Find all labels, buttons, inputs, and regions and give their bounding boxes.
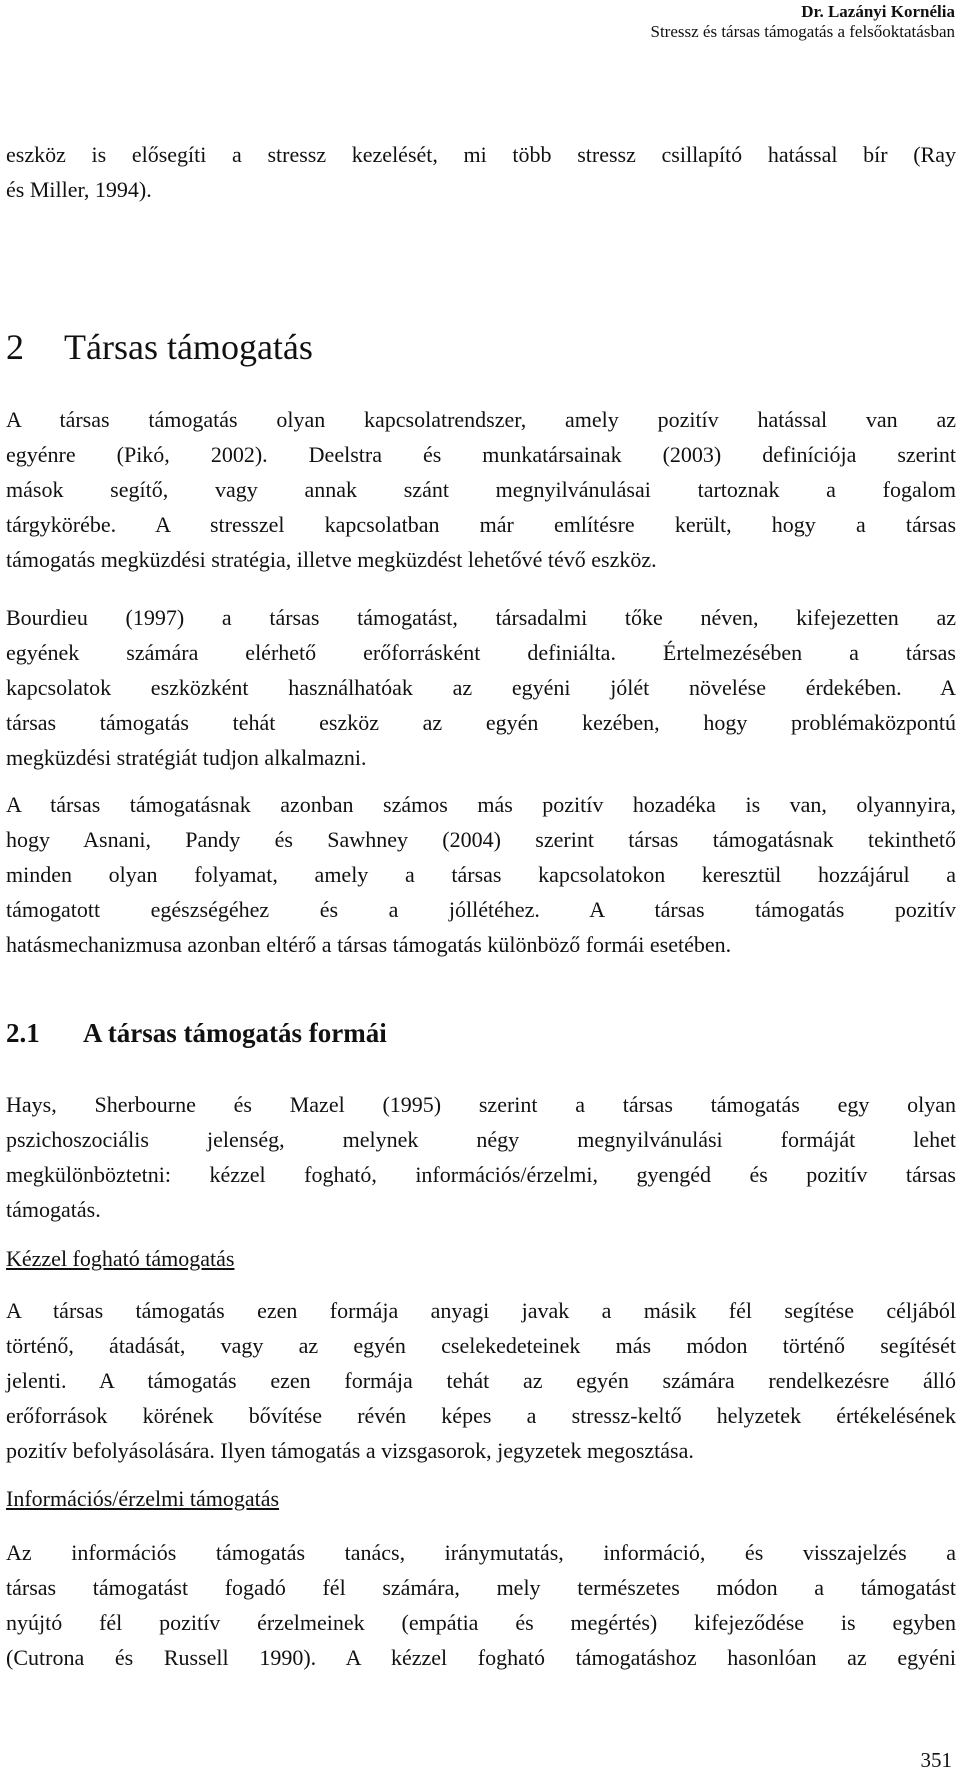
- paragraph-4: [6, 1087, 956, 1227]
- text-line: megkülönböztetni: kézzel fogható, információs/érzelmi, gyengéd és pozitív társas: [6, 1162, 956, 1187]
- text-line: minden olyan folyamat, amely a társas kapcsolatokon keresztül hozzájárul a: [6, 862, 956, 887]
- text-line: tárgykörébe. A stresszel kapcsolatban már említésre került, hogy a társas: [6, 512, 956, 537]
- text-line: kapcsolatok eszközként használhatóak az egyéni jólét növelése érdekében. A: [6, 675, 956, 700]
- text-line: társas támogatás tehát eszköz az egyén kezében, hogy problémaközpontú: [6, 710, 956, 735]
- paragraph-3: [6, 787, 956, 962]
- header-title: Stressz és társas támogatás a felsőoktatásban: [650, 22, 955, 41]
- text-line: nyújtó fél pozitív érzelmeinek (empátia és megértés) kifejeződése is egyben: [6, 1610, 956, 1635]
- section-number: 2: [6, 327, 24, 367]
- intro-paragraph: [6, 137, 956, 207]
- text-line: pszichoszociális jelenség, melynek négy megnyilvánulási formáját lehet: [6, 1127, 956, 1152]
- text-line: A társas támogatásnak azonban számos más pozitív hozadéka is van, olyannyira,: [6, 792, 956, 817]
- section-title: Társas támogatás: [64, 327, 313, 367]
- text-line: hatásmechanizmusa azonban eltérő a társas támogatás különböző formái esetében.: [6, 932, 732, 957]
- paragraph-6: [6, 1535, 956, 1675]
- page-number: 351: [920, 1748, 952, 1772]
- text-line: mások segítő, vagy annak szánt megnyilvánulásai tartoznak a fogalom: [6, 477, 956, 502]
- header-author: Dr. Lazányi Kornélia: [801, 2, 955, 21]
- text-line: történő, átadását, vagy az egyén cselekedeteinek más módon történő segítését: [6, 1333, 956, 1358]
- paragraph-1: [6, 402, 956, 577]
- text-line: pozitív befolyásolására. Ilyen támogatás a vizsgasorok, jegyzetek megosztása.: [6, 1438, 694, 1463]
- text-line: egyénre (Pikó, 2002). Deelstra és munkatársainak (2003) definíciója szerint: [6, 442, 956, 467]
- page-header: [651, 2, 956, 42]
- text-line: megküzdési stratégiát tudjon alkalmazni.: [6, 745, 367, 770]
- text-line: egyének számára elérhető erőforrásként definiálta. Értelmezésében a társas: [6, 640, 956, 665]
- paragraph-2: [6, 600, 956, 775]
- text-line: jelenti. A támogatás ezen formája tehát az egyén számára rendelkezésre álló: [6, 1368, 956, 1393]
- text-line: (Cutrona és Russell 1990). A kézzel fogható támogatáshoz hasonlóan az egyéni: [6, 1645, 956, 1670]
- text-line: A társas támogatás olyan kapcsolatrendszer, amely pozitív hatással van az: [6, 407, 956, 432]
- text-line: támogatott egészségéhez és a jóllétéhez. A társas támogatás pozitív: [6, 897, 956, 922]
- text-line: társas támogatást fogadó fél számára, mely természetes módon a támogatást: [6, 1575, 956, 1600]
- text-line: támogatás.: [6, 1197, 101, 1222]
- subheading-tangible-support: Kézzel fogható támogatás: [6, 1246, 235, 1271]
- subheading-informational-support: Információs/érzelmi támogatás: [6, 1486, 280, 1511]
- paragraph-5: [6, 1293, 956, 1468]
- subsection-heading: [6, 1015, 387, 1051]
- text-line: Az információs támogatás tanács, iránymutatás, információ, és visszajelzés a: [6, 1540, 956, 1565]
- text-line: támogatás megküzdési stratégia, illetve megküzdést lehetővé tévő eszköz.: [6, 547, 657, 572]
- text-line: Bourdieu (1997) a társas támogatást, társadalmi tőke néven, kifejezetten az: [6, 605, 956, 630]
- text-line: hogy Asnani, Pandy és Sawhney (2004) szerint társas támogatásnak tekinthető: [6, 827, 956, 852]
- section-heading: [6, 325, 313, 369]
- subsection-title: A társas támogatás formái: [83, 1018, 387, 1048]
- text-line: eszköz is elősegíti a stressz kezelését, mi több stressz csillapító hatással bír (Ray: [6, 142, 956, 167]
- text-line: és Miller, 1994).: [6, 177, 152, 202]
- text-line: Hays, Sherbourne és Mazel (1995) szerint a társas támogatás egy olyan: [6, 1092, 956, 1117]
- text-line: erőforrások körének bővítése révén képes a stressz-keltő helyzetek értékelésének: [6, 1403, 956, 1428]
- text-line: A társas támogatás ezen formája anyagi javak a másik fél segítése céljából: [6, 1298, 956, 1323]
- subsection-number: 2.1: [6, 1018, 40, 1048]
